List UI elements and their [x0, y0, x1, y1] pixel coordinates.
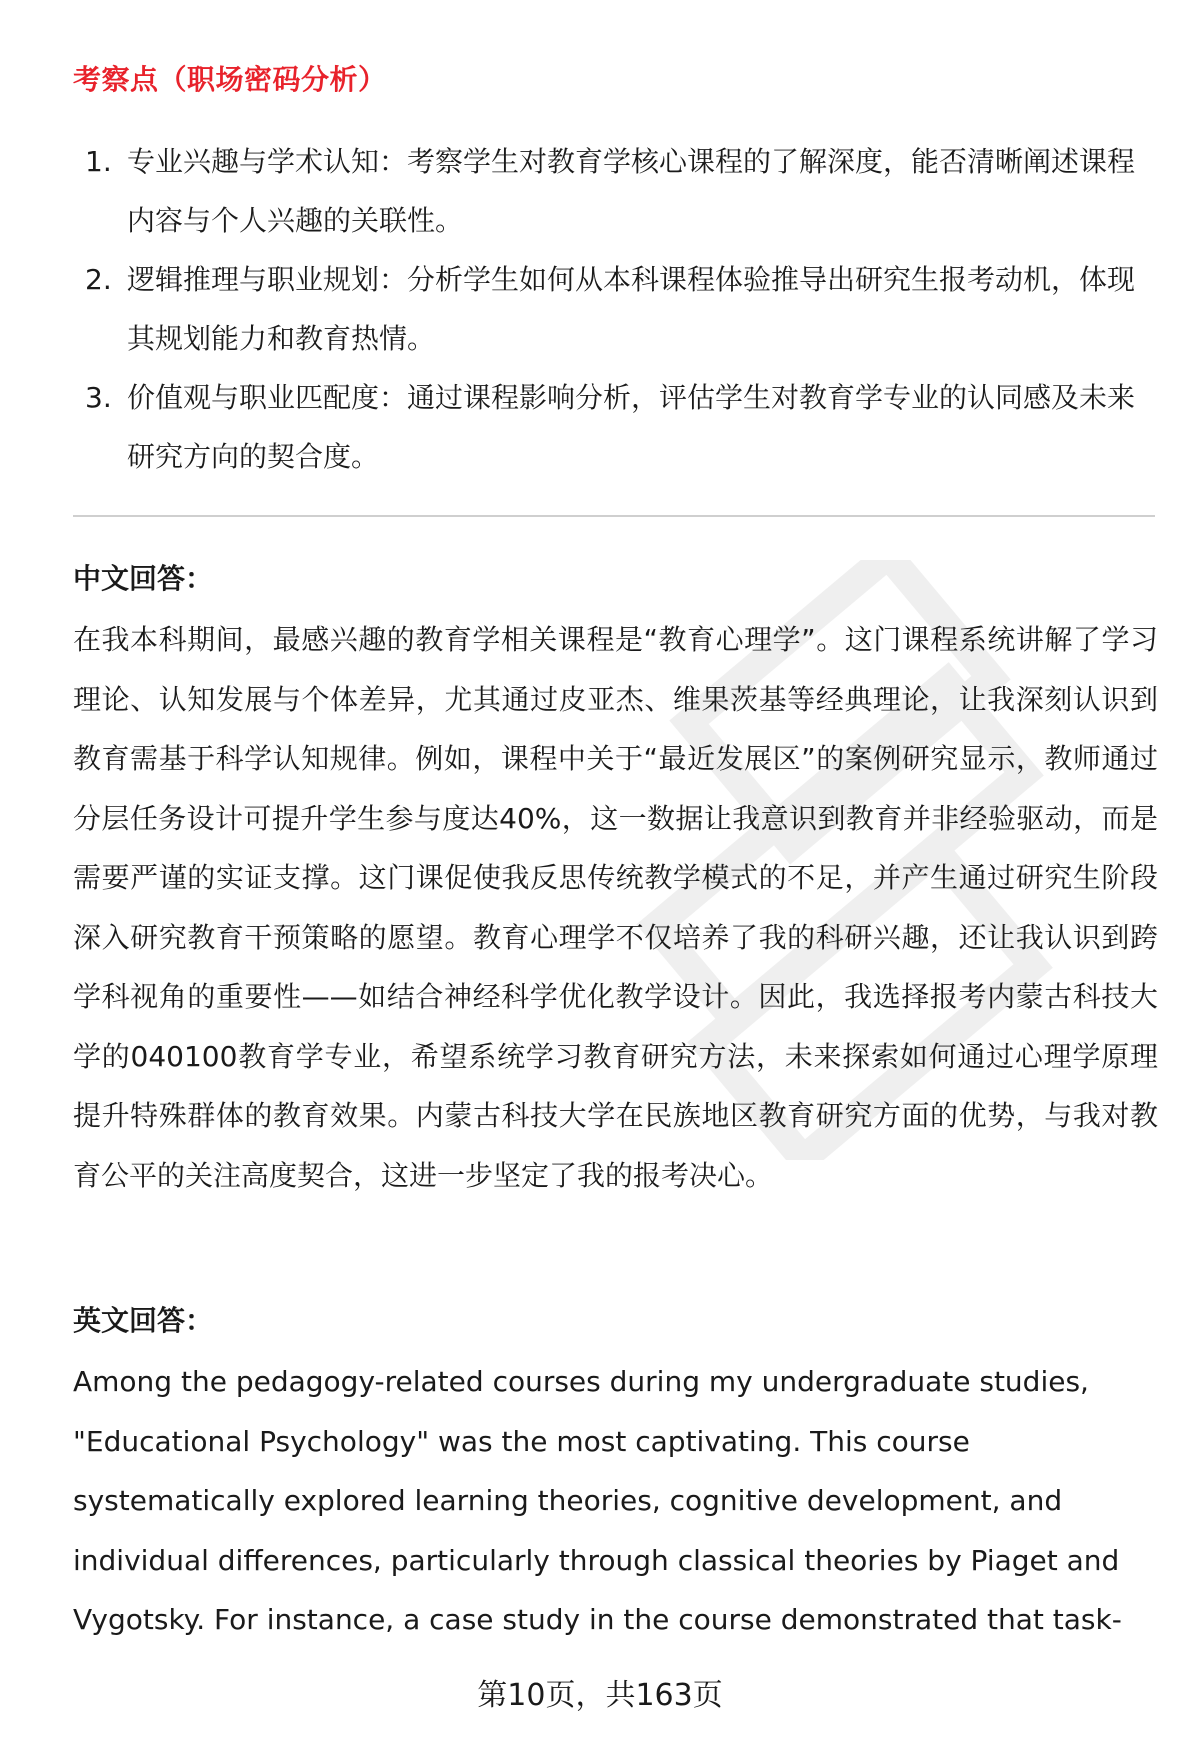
- list-item-number: 1.: [85, 145, 112, 178]
- exam-points-list: [73, 132, 1153, 486]
- exam-points-heading: 考察点（职场密码分析）: [73, 63, 387, 96]
- chinese-answer-heading: 中文回答：: [73, 562, 214, 595]
- english-answer-text: Among the pedagogy-related courses during my undergraduate studies, "Educational Psychology" was the most captivating. This course systematically explored learning theories, cognitive development, and individual differences, particularly through classical theories by Piaget and Vygotsky. For instance, a case study in the course demonstrated that task-: [73, 1365, 1122, 1636]
- list-item: [73, 368, 1153, 486]
- list-item-text: 专业兴趣与学术认知：考察学生对教育学核心课程的了解深度，能否清晰阐述课程内容与个人兴趣的关联性。: [127, 145, 1136, 237]
- list-item: [73, 250, 1153, 368]
- list-item-text: 价值观与职业匹配度：通过课程影响分析，评估学生对教育学专业的认同感及未来研究方向的契合度。: [127, 381, 1136, 473]
- page-number-footer: 第10页，共163页: [477, 1678, 723, 1713]
- list-item-number: 2.: [85, 263, 112, 296]
- list-item-number: 3.: [85, 381, 112, 414]
- list-item-text: 逻辑推理与职业规划：分析学生如何从本科课程体验推导出研究生报考动机，体现其规划能力和教育热情。: [127, 263, 1136, 355]
- list-item: [73, 132, 1153, 250]
- chinese-answer-text: 在我本科期间，最感兴趣的教育学相关课程是“教育心理学”。这门课程系统讲解了学习理论、认知发展与个体差异，尤其通过皮亚杰、维果茨基等经典理论，让我深刻认识到教育需基于科学认知规律。例如，课程中关于“最近发展区”的案例研究显示，教师通过分层任务设计可提升学生参与度达40%，这一数据让我意识到教育并非经验驱动，而是需要严谨的实证支撑。这门课促使我反思传统教学模式的不足，并产生通过研究生阶段深入研究教育干预策略的愿望。教育心理学不仅培养了我的科研兴趣，还让我认识到跨学科视角的重要性——如结合神经科学优化教学设计。因此，我选择报考内蒙古科技大学的040100教育学专业，希望系统学习教育研究方法，未来探索如何通过心理学原理提升特殊群体的教育效果。内蒙古科技大学在民族地区教育研究方面的优势，与我对教育公平的关注高度契合，这进一步坚定了我的报考决心。: [73, 623, 1158, 1192]
- english-answer-heading: 英文回答：: [73, 1304, 214, 1337]
- section-divider: [73, 515, 1155, 517]
